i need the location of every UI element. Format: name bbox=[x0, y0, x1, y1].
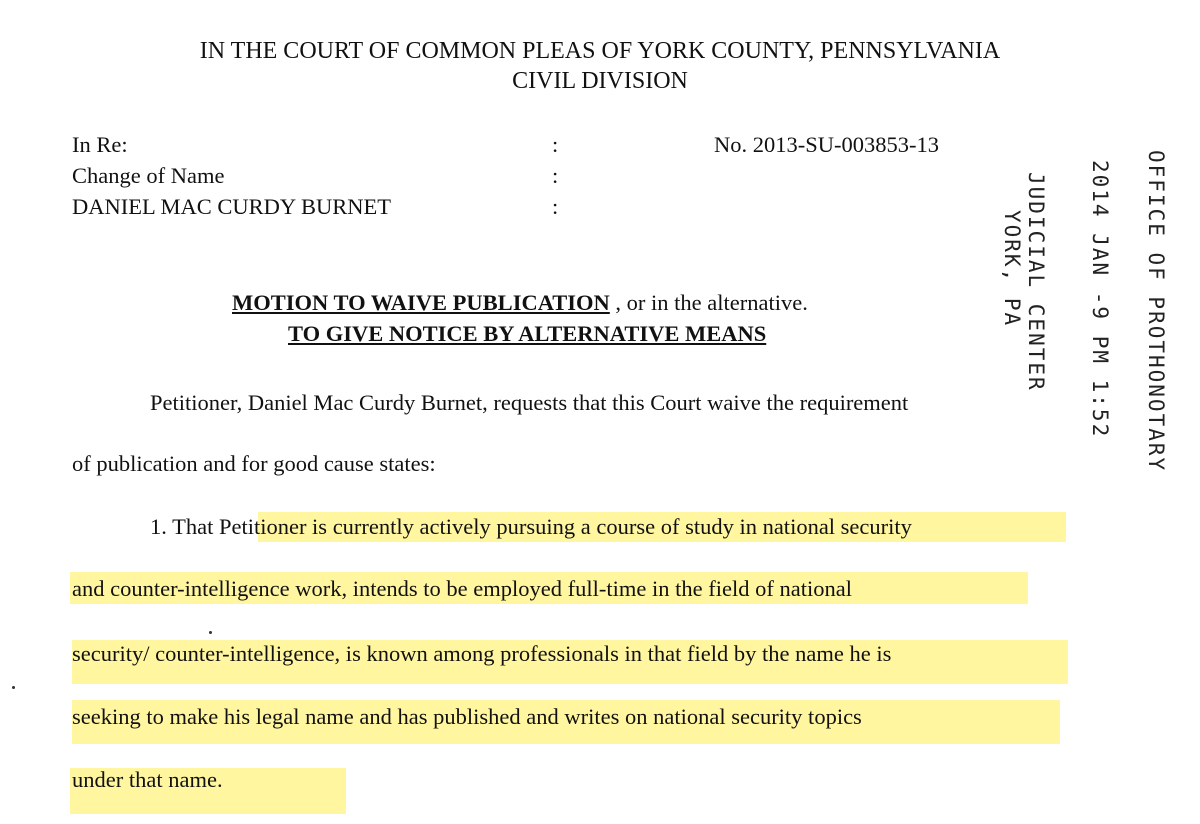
caption-in-re: In Re: bbox=[72, 132, 128, 157]
case-number: No. 2013-SU-003853-13 bbox=[714, 132, 939, 157]
caption-colon: : bbox=[552, 132, 559, 157]
motion-title-alt: , or in the alternative. bbox=[609, 290, 808, 315]
stamp-line: OFFICE OF PROTHONOTARY bbox=[1144, 150, 1168, 473]
intro-line: Petitioner, Daniel Mac Curdy Burnet, requests that this Court waive the requirement bbox=[150, 390, 909, 415]
caption-change-of-name: Change of Name bbox=[72, 163, 225, 188]
stamp-line: JUDICIAL CENTER bbox=[1024, 172, 1048, 392]
division-heading: CIVIL DIVISION bbox=[512, 68, 688, 94]
paragraph-line: seeking to make his legal name and has published and writes on national security topics bbox=[72, 704, 862, 729]
paragraph-line: security/ counter-intelligence, is known among professionals in that field by the name he is bbox=[72, 641, 892, 666]
scan-speck bbox=[12, 686, 15, 689]
paragraph-line: and counter-intelligence work, intends to be employed full-time in the field of national bbox=[72, 576, 852, 601]
motion-title bbox=[232, 290, 808, 316]
paragraph-line: 1. That Petitioner is currently actively pursuing a course of study in national security bbox=[150, 514, 912, 539]
caption-petitioner-name: DANIEL MAC CURDY BURNET bbox=[72, 194, 391, 219]
caption-colon: : bbox=[552, 163, 559, 188]
caption-colon: : bbox=[552, 194, 559, 219]
stamp-line: YORK, PA bbox=[1000, 210, 1024, 328]
motion-title-main: MOTION TO WAIVE PUBLICATION bbox=[232, 290, 610, 315]
scan-speck bbox=[209, 631, 212, 634]
stamp-line: 2014 JAN -9 PM 1:52 bbox=[1088, 160, 1112, 439]
paragraph-line: under that name. bbox=[72, 767, 223, 792]
court-heading: IN THE COURT OF COMMON PLEAS OF YORK COUNTY, PENNSYLVANIA bbox=[199, 38, 1001, 64]
intro-line: of publication and for good cause states: bbox=[72, 451, 436, 476]
motion-subtitle: TO GIVE NOTICE BY ALTERNATIVE MEANS bbox=[288, 321, 767, 346]
